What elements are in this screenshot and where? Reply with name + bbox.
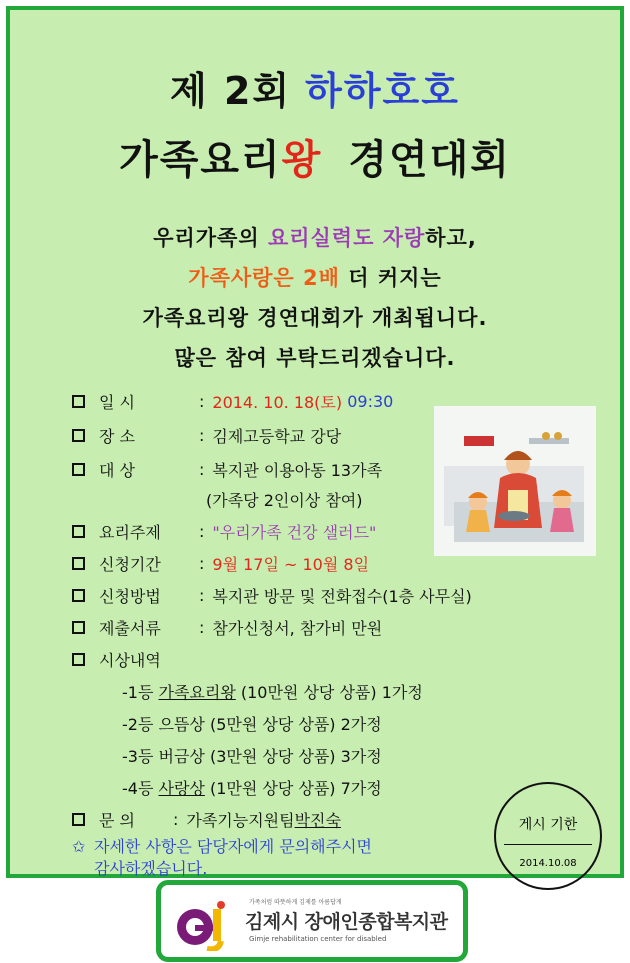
detail-target: 대 상 : 복지관 이용아동 13가족 <box>72 458 382 481</box>
prize-item: -4등 사랑상 (1만원 상당 상품) 7가정 <box>122 779 382 798</box>
prize-item: -3등 버금상 (3만원 상당 상품) 3가정 <box>122 747 382 766</box>
intro-highlight-skill: 요리실력도 자랑 <box>267 226 426 250</box>
detail-label: 시상내역 <box>99 651 161 670</box>
intro-line-4: 많은 참여 부탁드리겠습니다. <box>174 346 456 370</box>
detail-label: 대 상 <box>99 461 135 480</box>
detail-label: 신청기간 <box>99 555 161 574</box>
posting-deadline-stamp <box>494 782 602 890</box>
detail-label: 일 시 <box>99 393 135 412</box>
detail-method-value: 복지관 방문 및 전화접수(1층 사무실) <box>212 587 472 606</box>
checkbox-square-icon <box>72 653 85 666</box>
checkbox-square-icon <box>72 557 85 570</box>
detail-label: 요리주제 <box>99 523 161 542</box>
star-icon: ✩ <box>72 837 86 856</box>
title-line-1 <box>10 60 620 115</box>
detail-contact-person: 박진숙 <box>294 811 341 830</box>
detail-period: 신청기간 : 9월 17일 ~ 10월 8일 <box>72 552 369 575</box>
detail-theme-value: "우리가족 건강 샐러드" <box>212 523 377 542</box>
detail-theme: 요리주제 : "우리가족 건강 샐러드" <box>72 520 376 543</box>
detail-docs: 제출서류 : 참가신청서, 참가비 만원 <box>72 616 382 639</box>
detail-label: 장 소 <box>99 427 135 446</box>
detail-target-note: (가족당 2인이상 참여) <box>206 491 363 510</box>
detail-label: 문 의 <box>99 811 135 830</box>
checkbox-square-icon <box>72 395 85 408</box>
checkbox-square-icon <box>72 621 85 634</box>
stamp-date: 2014.10.08 <box>519 858 577 869</box>
closing-note: ✩ 자세한 사항은 담당자에게 문의해주시면 감사하겠습니다. <box>72 837 373 878</box>
detail-contact-team: 가족기능지원팀 <box>186 811 295 830</box>
detail-label: 제출서류 <box>99 619 161 638</box>
checkbox-square-icon <box>72 525 85 538</box>
detail-label: 신청방법 <box>99 587 161 606</box>
prize-item: -2등 으뜸상 (5만원 상당 상품) 2가정 <box>122 715 382 734</box>
detail-target-value: 복지관 이용아동 13가족 <box>212 461 383 480</box>
detail-time-value: 09:30 <box>347 392 394 411</box>
checkbox-square-icon <box>72 813 85 826</box>
org-english-name: Gimje rehabilitation center for disabled <box>249 935 387 943</box>
family-cooking-illustration <box>434 406 596 556</box>
prize-item: -1등 가족요리왕 (10만원 상당 상품) 1가정 <box>122 683 423 702</box>
detail-place-value: 김제고등학교 강당 <box>212 427 342 446</box>
poster <box>6 6 624 878</box>
title-line-2 <box>10 128 620 185</box>
detail-date: 일 시 : 2014. 10. 18(토) 09:30 <box>72 390 393 413</box>
title-event-name: 하하호호 <box>305 69 460 113</box>
organization-footer <box>156 880 468 962</box>
org-tagline: 가족처럼 따뜻하게 김제를 아름답게 <box>249 899 342 906</box>
stamp-label: 게시 기한 <box>518 817 578 833</box>
org-name: 김제시 장애인종합복지관 <box>245 911 448 933</box>
intro-line-1: 우리가족의 요리실력도 자랑하고, <box>153 226 477 250</box>
intro-line-2: 가족사랑은 2배 더 커지는 <box>188 266 442 290</box>
checkbox-square-icon <box>72 463 85 476</box>
checkbox-square-icon <box>72 429 85 442</box>
title-king: 왕 <box>281 137 323 183</box>
checkbox-square-icon <box>72 589 85 602</box>
intro-line-3: 가족요리왕 경연대회가 개최됩니다. <box>142 306 488 330</box>
detail-contact: 문 의 : 가족기능지원팀 박진숙 <box>72 808 341 831</box>
detail-method: 신청방법 : 복지관 방문 및 전화접수(1층 사무실) <box>72 584 472 607</box>
detail-date-value: 2014. 10. 18(토) <box>212 393 343 412</box>
gj-logo-icon <box>175 899 233 951</box>
title-edition: 제 2회 <box>170 69 292 113</box>
detail-docs-value: 참가신청서, 참가비 만원 <box>212 619 383 638</box>
detail-period-value: 9월 17일 ~ 10월 8일 <box>212 555 370 574</box>
detail-prize-heading <box>72 648 161 671</box>
title-contest: 경연대회 <box>348 137 511 183</box>
title-main: 가족요리 <box>119 137 282 183</box>
detail-place: 장 소 : 김제고등학교 강당 <box>72 424 341 447</box>
intro-highlight-love: 가족사랑은 2배 <box>188 266 340 290</box>
